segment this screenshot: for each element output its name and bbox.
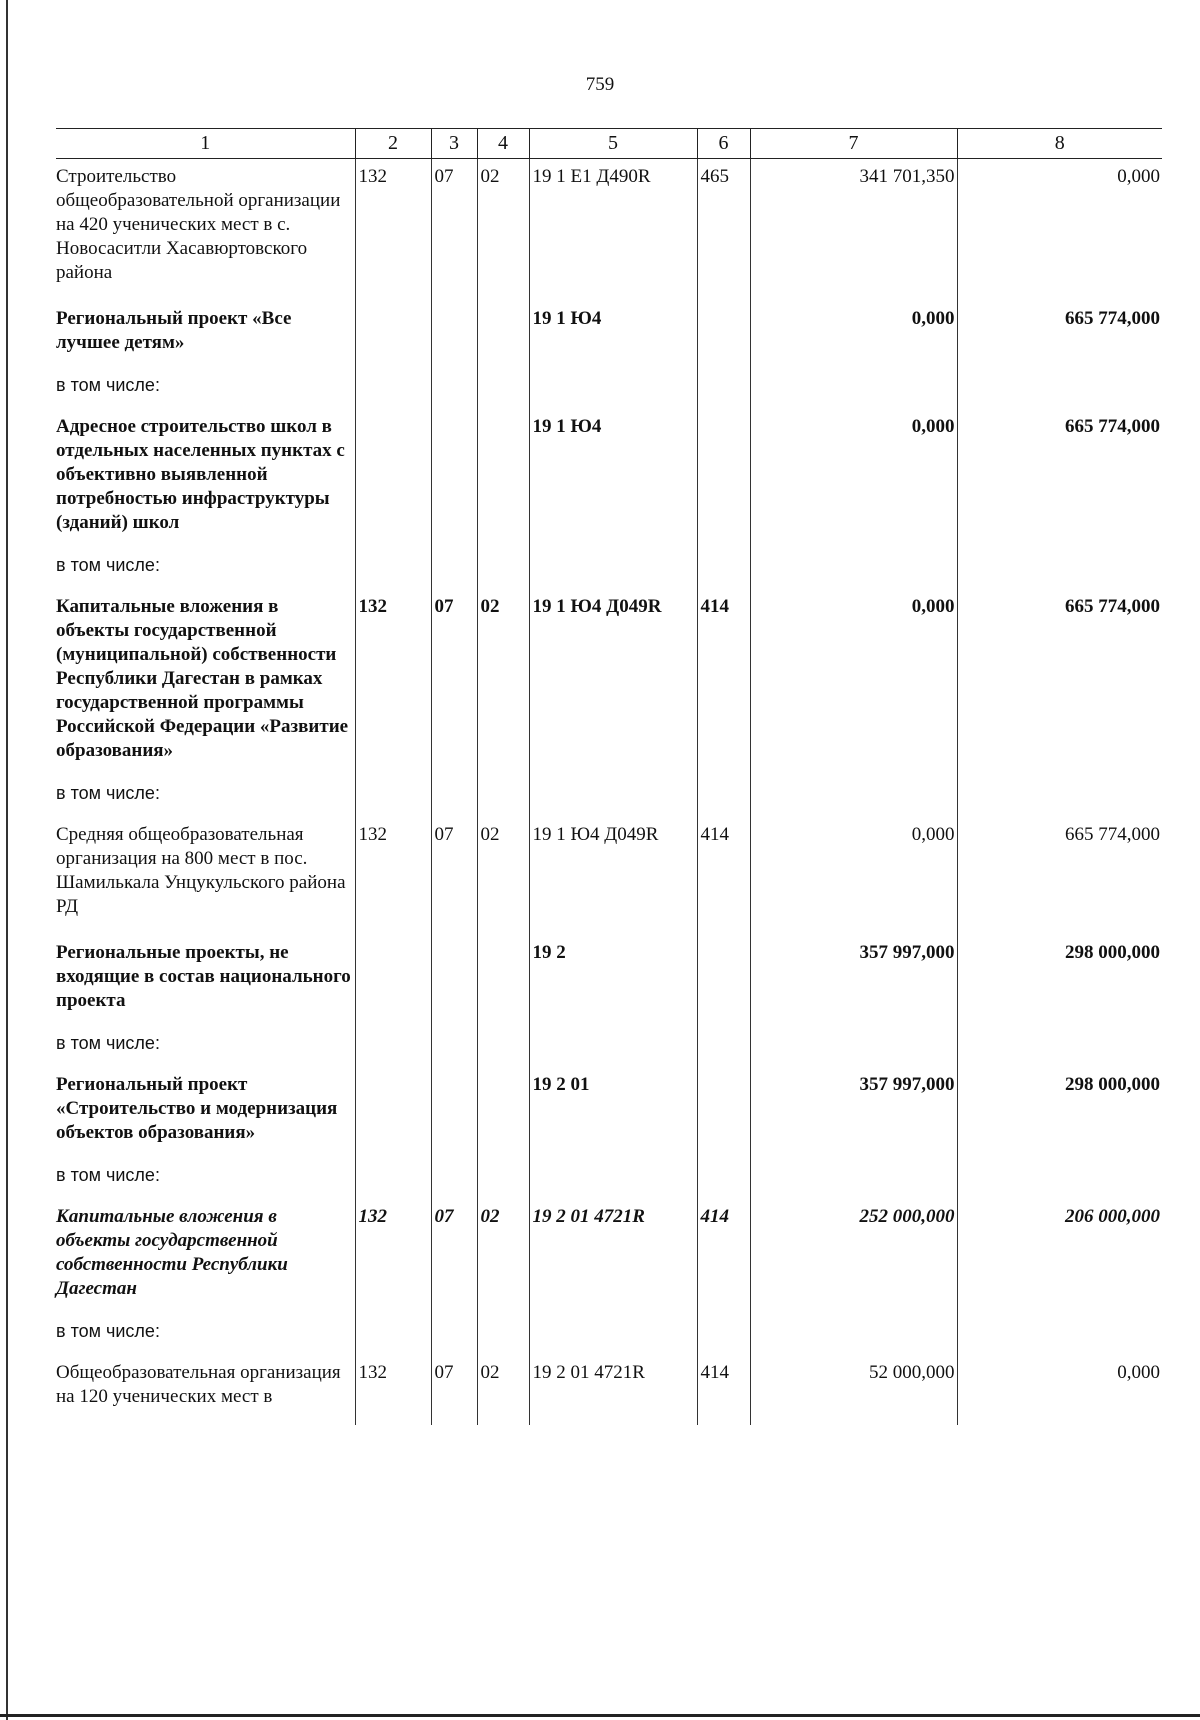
section-code bbox=[431, 779, 477, 817]
amount-year-2: 206 000,000 bbox=[957, 1199, 1162, 1317]
amount-year-2: 665 774,000 bbox=[957, 301, 1162, 371]
amount-year-1: 252 000,000 bbox=[750, 1199, 957, 1317]
amount-year-1: 0,000 bbox=[750, 817, 957, 935]
ministry-code: 132 bbox=[355, 1355, 431, 1425]
item-name: в том числе: bbox=[56, 1321, 160, 1341]
header-col-3: 3 bbox=[431, 129, 477, 159]
table-row bbox=[56, 1067, 1162, 1161]
target-article-code: 19 1 Ю4 Д049R bbox=[529, 817, 697, 935]
section-code: 07 bbox=[431, 1199, 477, 1317]
target-article-code: 19 1 Ю4 bbox=[529, 409, 697, 551]
header-col-6: 6 bbox=[697, 129, 750, 159]
amount-year-1 bbox=[750, 551, 957, 589]
amount-year-2: 298 000,000 bbox=[957, 1067, 1162, 1161]
item-name: в том числе: bbox=[56, 1033, 160, 1053]
amount-year-2: 665 774,000 bbox=[957, 589, 1162, 779]
item-name: в том числе: bbox=[56, 555, 160, 575]
subsection-code bbox=[477, 551, 529, 589]
amount-year-2 bbox=[957, 551, 1162, 589]
subheading-row bbox=[56, 371, 1162, 409]
subsection-code bbox=[477, 1029, 529, 1067]
header-col-5: 5 bbox=[529, 129, 697, 159]
section-code bbox=[431, 409, 477, 551]
section-code bbox=[431, 935, 477, 1029]
target-article-code bbox=[529, 1317, 697, 1355]
section-code: 07 bbox=[431, 589, 477, 779]
amount-year-1 bbox=[750, 1161, 957, 1199]
section-code: 07 bbox=[431, 159, 477, 302]
subsection-code: 02 bbox=[477, 817, 529, 935]
expense-type-code: 414 bbox=[697, 589, 750, 779]
header-col-7: 7 bbox=[750, 129, 957, 159]
item-name: в том числе: bbox=[56, 1165, 160, 1185]
subsection-code: 02 bbox=[477, 1355, 529, 1425]
ministry-code: 132 bbox=[355, 817, 431, 935]
target-article-code: 19 2 01 4721R bbox=[529, 1355, 697, 1425]
amount-year-2 bbox=[957, 1029, 1162, 1067]
subheading-row bbox=[56, 551, 1162, 589]
section-code bbox=[431, 1029, 477, 1067]
section-code: 07 bbox=[431, 817, 477, 935]
amount-year-1: 357 997,000 bbox=[750, 1067, 957, 1161]
ministry-code bbox=[355, 371, 431, 409]
amount-year-1: 341 701,350 bbox=[750, 159, 957, 302]
ministry-code bbox=[355, 1161, 431, 1199]
ministry-code bbox=[355, 301, 431, 371]
table-header bbox=[56, 129, 1162, 159]
header-row bbox=[56, 129, 1162, 159]
amount-year-1 bbox=[750, 371, 957, 409]
item-name: Адресное строительство школ в отдельных населенных пунктах с объективно выявленной потребностью инфраструктуры (зданий) школ bbox=[56, 416, 345, 533]
amount-year-2 bbox=[957, 371, 1162, 409]
subsection-code bbox=[477, 301, 529, 371]
subsection-code: 02 bbox=[477, 159, 529, 302]
target-article-code: 19 1 Ю4 bbox=[529, 301, 697, 371]
amount-year-2 bbox=[957, 779, 1162, 817]
amount-year-1: 357 997,000 bbox=[750, 935, 957, 1029]
item-name: Общеобразовательная организация на 120 ученических мест в bbox=[56, 1362, 341, 1407]
section-code bbox=[431, 551, 477, 589]
target-article-code: 19 1 Е1 Д490R bbox=[529, 159, 697, 302]
ministry-code bbox=[355, 1067, 431, 1161]
section-code bbox=[431, 371, 477, 409]
target-article-code bbox=[529, 1161, 697, 1199]
ministry-code: 132 bbox=[355, 589, 431, 779]
table-row bbox=[56, 1355, 1162, 1425]
expense-type-code bbox=[697, 301, 750, 371]
item-name: Региональные проекты, не входящие в состав национального проекта bbox=[56, 942, 351, 1011]
ministry-code bbox=[355, 779, 431, 817]
budget-table bbox=[56, 128, 1162, 1425]
expense-type-code: 414 bbox=[697, 817, 750, 935]
target-article-code bbox=[529, 779, 697, 817]
ministry-code: 132 bbox=[355, 1199, 431, 1317]
scan-edge-left bbox=[6, 0, 8, 1720]
target-article-code bbox=[529, 1029, 697, 1067]
section-code bbox=[431, 1067, 477, 1161]
item-name: в том числе: bbox=[56, 783, 160, 803]
table-row bbox=[56, 409, 1162, 551]
header-col-2: 2 bbox=[355, 129, 431, 159]
ministry-code: 132 bbox=[355, 159, 431, 302]
subsection-code bbox=[477, 1317, 529, 1355]
header-col-1: 1 bbox=[56, 129, 355, 159]
table-row bbox=[56, 159, 1162, 302]
amount-year-1 bbox=[750, 779, 957, 817]
subheading-row bbox=[56, 1029, 1162, 1067]
subsection-code bbox=[477, 935, 529, 1029]
section-code bbox=[431, 1161, 477, 1199]
item-name: Капитальные вложения в объекты государственной собственности Республики Дагестан bbox=[56, 1206, 288, 1299]
page-number: 759 bbox=[585, 74, 615, 95]
subsection-code bbox=[477, 779, 529, 817]
subheading-row bbox=[56, 779, 1162, 817]
ministry-code bbox=[355, 409, 431, 551]
item-name: Капитальные вложения в объекты государственной (муниципальной) собственности Республики Дагестан в рамках государственной программы Российской Федерации «Развитие образования» bbox=[56, 596, 349, 761]
expense-type-code bbox=[697, 1029, 750, 1067]
ministry-code bbox=[355, 1317, 431, 1355]
amount-year-1: 0,000 bbox=[750, 409, 957, 551]
subsection-code: 02 bbox=[477, 1199, 529, 1317]
item-name: в том числе: bbox=[56, 375, 160, 395]
expense-type-code bbox=[697, 1067, 750, 1161]
table-row bbox=[56, 301, 1162, 371]
item-name: Средняя общеобразовательная организация на 800 мест в пос. Шамилькала Унцукульского района РД bbox=[56, 824, 346, 917]
target-article-code bbox=[529, 371, 697, 409]
expense-type-code bbox=[697, 371, 750, 409]
target-article-code bbox=[529, 551, 697, 589]
subsection-code bbox=[477, 1161, 529, 1199]
ministry-code bbox=[355, 935, 431, 1029]
amount-year-2: 665 774,000 bbox=[957, 409, 1162, 551]
item-name: Строительство общеобразовательной организации на 420 ученических мест в с. Новосаситли Хасавюртовского района bbox=[56, 166, 341, 283]
amount-year-1: 52 000,000 bbox=[750, 1355, 957, 1425]
amount-year-2 bbox=[957, 1161, 1162, 1199]
table-row bbox=[56, 935, 1162, 1029]
subsection-code bbox=[477, 1067, 529, 1161]
amount-year-1: 0,000 bbox=[750, 301, 957, 371]
target-article-code: 19 2 bbox=[529, 935, 697, 1029]
expense-type-code bbox=[697, 1161, 750, 1199]
amount-year-2: 0,000 bbox=[957, 159, 1162, 302]
scan-edge-bottom bbox=[0, 1714, 1200, 1717]
expense-type-code bbox=[697, 1317, 750, 1355]
ministry-code bbox=[355, 1029, 431, 1067]
expense-type-code bbox=[697, 779, 750, 817]
table-body bbox=[56, 159, 1162, 1426]
table-row bbox=[56, 1199, 1162, 1317]
amount-year-2: 665 774,000 bbox=[957, 817, 1162, 935]
header-col-8: 8 bbox=[957, 129, 1162, 159]
table-row bbox=[56, 817, 1162, 935]
subsection-code: 02 bbox=[477, 589, 529, 779]
section-code bbox=[431, 1317, 477, 1355]
subheading-row bbox=[56, 1317, 1162, 1355]
expense-type-code: 465 bbox=[697, 159, 750, 302]
expense-type-code: 414 bbox=[697, 1199, 750, 1317]
expense-type-code bbox=[697, 551, 750, 589]
section-code bbox=[431, 301, 477, 371]
header-col-4: 4 bbox=[477, 129, 529, 159]
target-article-code: 19 1 Ю4 Д049R bbox=[529, 589, 697, 779]
subheading-row bbox=[56, 1161, 1162, 1199]
table-row bbox=[56, 589, 1162, 779]
ministry-code bbox=[355, 551, 431, 589]
item-name: Региональный проект «Все лучшее детям» bbox=[56, 308, 292, 353]
amount-year-1 bbox=[750, 1029, 957, 1067]
target-article-code: 19 2 01 bbox=[529, 1067, 697, 1161]
amount-year-1 bbox=[750, 1317, 957, 1355]
subsection-code bbox=[477, 409, 529, 551]
amount-year-2: 298 000,000 bbox=[957, 935, 1162, 1029]
amount-year-2: 0,000 bbox=[957, 1355, 1162, 1425]
target-article-code: 19 2 01 4721R bbox=[529, 1199, 697, 1317]
item-name: Региональный проект «Строительство и модернизация объектов образования» bbox=[56, 1074, 338, 1143]
expense-type-code bbox=[697, 409, 750, 551]
section-code: 07 bbox=[431, 1355, 477, 1425]
amount-year-1: 0,000 bbox=[750, 589, 957, 779]
expense-type-code bbox=[697, 935, 750, 1029]
amount-year-2 bbox=[957, 1317, 1162, 1355]
expense-type-code: 414 bbox=[697, 1355, 750, 1425]
subsection-code bbox=[477, 371, 529, 409]
